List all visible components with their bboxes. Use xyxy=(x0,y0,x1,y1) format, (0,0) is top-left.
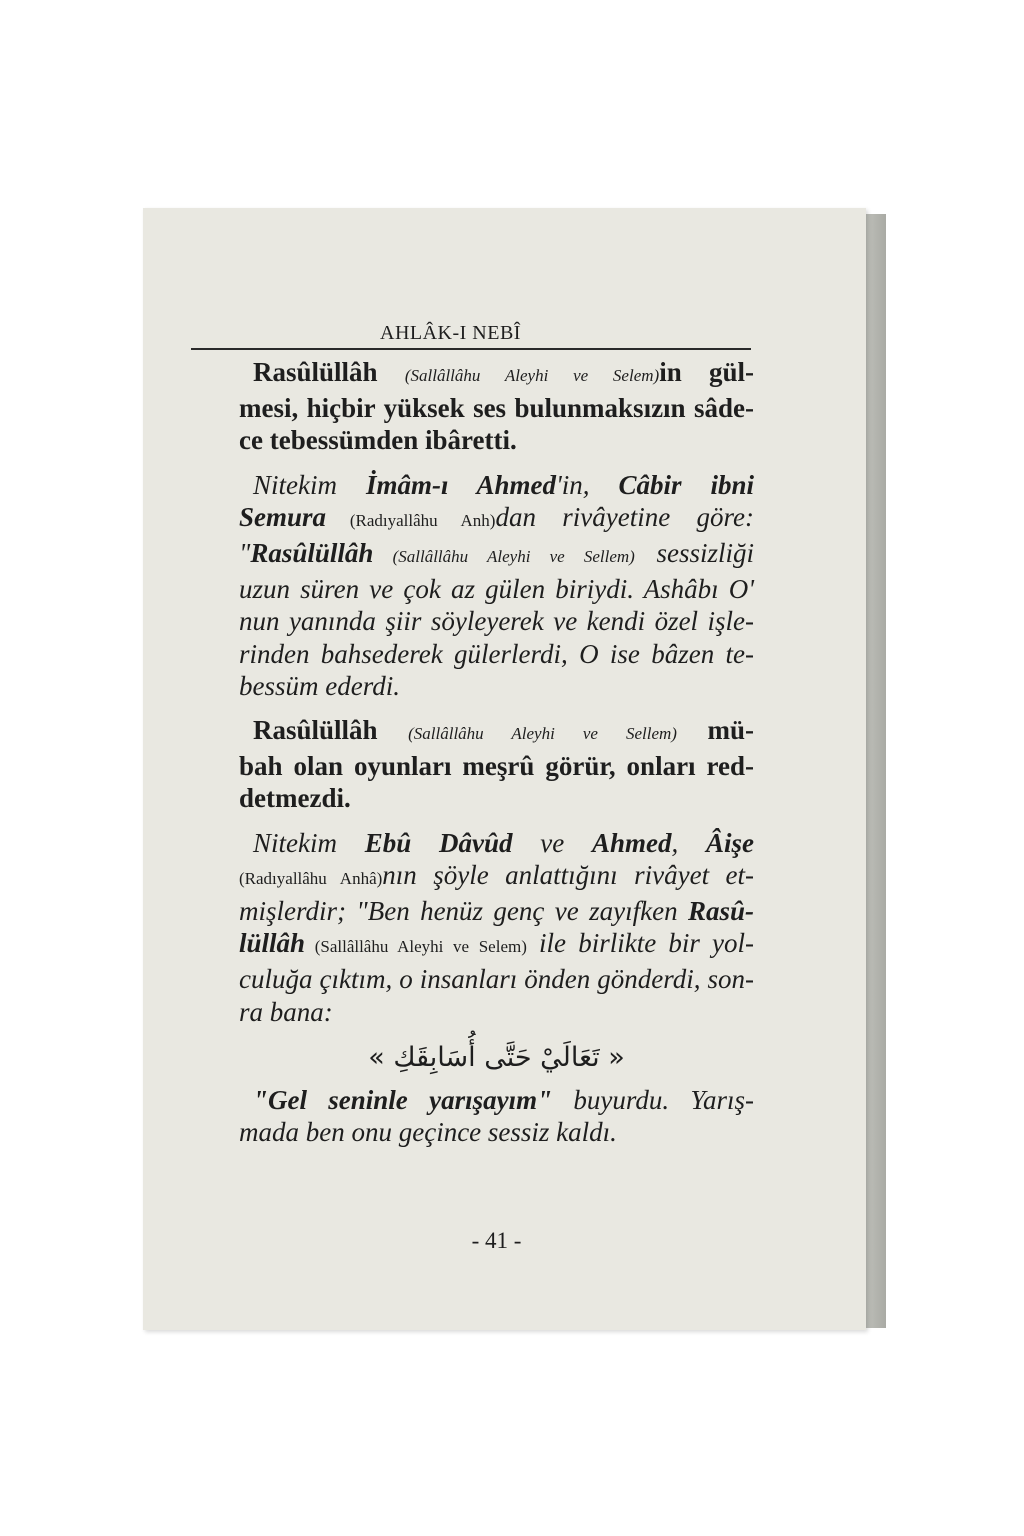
page-number: - 41 - xyxy=(471,1228,522,1253)
text-line: ra bana: xyxy=(239,996,333,1027)
text-line xyxy=(239,714,754,750)
honorific: (Sallâllâhu Aleyhi ve Selem) xyxy=(404,366,660,385)
italic-text: ile birlikte bir yol- xyxy=(526,928,754,959)
quote-mark: " xyxy=(239,538,251,569)
text-line: detmezdi. xyxy=(239,783,351,814)
honorific: (Radıyallâhu Anhâ) xyxy=(239,868,383,888)
bold-text: in gül- xyxy=(659,357,755,387)
bold-italic-text: Ebû Dâvûd xyxy=(364,827,513,858)
text-line xyxy=(239,1084,754,1116)
book-page xyxy=(143,208,866,1330)
text-line xyxy=(239,895,754,927)
italic-text: dan rivâyetine göre: xyxy=(495,501,754,532)
paragraph-2 xyxy=(239,469,754,702)
text-line: bessüm ederdi. xyxy=(239,670,400,701)
page-body xyxy=(239,356,754,1160)
paragraph-5 xyxy=(239,1084,754,1148)
honorific: (Radıyallâhu Anh) xyxy=(326,510,496,530)
italic-text: Nitekim xyxy=(253,469,366,500)
honorific: (Sallâllâhu Aleyhi ve Sellem) xyxy=(408,724,677,744)
italic-text: nın şöyle anlattığını rivâyet et- xyxy=(382,859,754,890)
paragraph-3 xyxy=(239,714,754,815)
header-rule xyxy=(191,348,751,350)
text-line xyxy=(239,537,754,573)
italic-text: ve xyxy=(512,827,592,858)
text-line xyxy=(239,827,754,859)
text-line xyxy=(239,927,754,963)
bold-text: Rasûlüllâh xyxy=(253,715,409,746)
bold-italic-text: Rasû- xyxy=(687,896,754,927)
italic-text: Nitekim xyxy=(253,827,365,858)
honorific: (Sallâllâhu Aleyhi ve Sellem) xyxy=(373,547,635,567)
text-line: nun yanında şiir söyleyerek ve kendi özel işle- xyxy=(239,606,754,637)
honorific: (Sallâllâhu Aleyhi ve Selem) xyxy=(305,937,527,957)
italic-text: mişlerdir; "Ben henüz genç ve zayıfken xyxy=(239,896,688,927)
arabic-quote: « تَعَالَيْ حَتَّى أُسَابِقَكِ » xyxy=(368,1041,625,1073)
bold-italic-text: Ahmed xyxy=(591,827,672,858)
italic-text: buyurdu. Yarış- xyxy=(552,1085,754,1116)
bold-italic-text: İmâm-ı Ahmed xyxy=(365,469,556,500)
running-head: AHLÂK-I NEBÎ xyxy=(380,322,521,344)
paragraph-1 xyxy=(239,356,754,457)
text-line: bah olan oyunları meşrû görür, onları red- xyxy=(239,751,754,782)
text-line xyxy=(239,501,754,537)
bold-text: mü- xyxy=(676,715,755,746)
text-line xyxy=(239,356,754,392)
bold-text: Rasûlüllâh xyxy=(253,357,405,387)
bold-italic-text: "Gel seninle yarışayım" xyxy=(253,1085,553,1116)
paragraph-4 xyxy=(239,827,754,1028)
italic-text: 'in, xyxy=(555,469,619,500)
text-line xyxy=(239,859,754,895)
bold-italic-text: lüllâh xyxy=(239,928,306,959)
text-line: mesi, hiçbir yüksek ses bulunmaksızın sâde- xyxy=(239,393,754,424)
text-line xyxy=(239,469,754,501)
bold-italic-text: Rasûlüllâh xyxy=(250,538,374,569)
text-line: mada ben onu geçince sessiz kaldı. xyxy=(239,1117,617,1148)
italic-text: sessizliği xyxy=(634,538,754,569)
text-line: uzun süren ve çok az gülen biriydi. Ashâbı O' xyxy=(239,574,754,605)
text-line: ce tebessümden ibâretti. xyxy=(239,425,517,456)
text-line: culuğa çıktım, o insanları önden gönderdi, son- xyxy=(239,964,754,995)
text-line: rinden bahsederek gülerlerdi, O ise bâzen te- xyxy=(239,638,754,669)
bold-italic-text: Âişe xyxy=(706,827,755,858)
bold-italic-text: Semura xyxy=(239,501,327,532)
italic-text: , xyxy=(671,827,706,858)
bold-italic-text: Câbir ibni xyxy=(618,469,755,500)
